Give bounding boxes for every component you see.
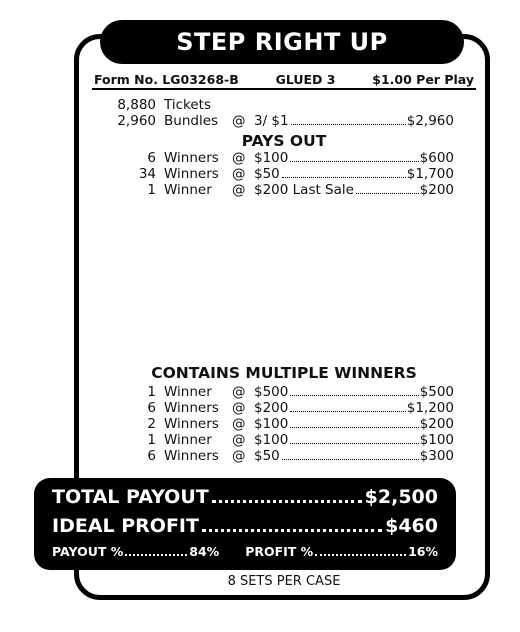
prize-count: 6 [147, 448, 156, 464]
prize-value: $200 Last Sale [254, 182, 354, 198]
prize-row [100, 183, 456, 198]
bundles-price: 3/ $1 [254, 113, 289, 129]
leader-dots [202, 529, 382, 532]
prize-count: 6 [147, 150, 156, 166]
multi-prize-row [100, 433, 456, 448]
prize-count: 1 [147, 182, 156, 198]
at-sign: @ [232, 113, 246, 129]
prize-amount: $600 [419, 150, 454, 166]
multi-prize-row [100, 449, 456, 464]
prize-amount: $200 [419, 182, 454, 198]
leader-dots [125, 554, 187, 556]
bundles-row [100, 114, 456, 129]
at-sign: @ [232, 150, 246, 166]
at-sign: @ [232, 416, 246, 432]
at-sign: @ [232, 448, 246, 464]
glued-count: GLUED 3 [275, 71, 336, 87]
bundles-label: Bundles [164, 113, 219, 129]
payout-pct-value: 84% [189, 544, 220, 559]
leader-dots [290, 426, 418, 428]
bundles-count: 2,960 [117, 113, 156, 129]
prize-label: Winner [164, 384, 212, 400]
ideal-profit-label: IDEAL PROFIT [52, 515, 199, 537]
prize-label: Winners [164, 150, 219, 166]
percent-line [52, 544, 438, 559]
prize-row [100, 151, 456, 166]
leader-dots [290, 160, 418, 162]
leader-dots [290, 394, 418, 396]
prize-desc [254, 433, 454, 448]
tickets-count: 8,880 [117, 97, 156, 113]
prize-label: Winners [164, 166, 219, 182]
prize-label: Winner [164, 182, 212, 198]
at-sign: @ [232, 432, 246, 448]
leader-dots [356, 192, 419, 194]
leader-dots [282, 176, 406, 178]
prize-value: $200 [254, 400, 289, 416]
pays-out-heading: PAYS OUT [241, 132, 327, 150]
title-banner [100, 20, 464, 64]
prize-desc [254, 449, 454, 464]
prize-desc [254, 151, 454, 166]
leader-dots [315, 554, 406, 556]
tickets-row [100, 98, 456, 113]
prize-amount: $1,200 [406, 400, 454, 416]
page-title: STEP RIGHT UP [176, 28, 388, 56]
at-sign: @ [232, 384, 246, 400]
prize-label: Winners [164, 400, 219, 416]
multi-prize-row [100, 385, 456, 400]
prize-label: Winner [164, 432, 212, 448]
prize-count: 1 [147, 384, 156, 400]
at-sign: @ [232, 166, 246, 182]
prize-desc [254, 385, 454, 400]
tickets-label: Tickets [164, 97, 211, 113]
prize-value: $100 [254, 432, 289, 448]
multi-prize-row [100, 401, 456, 416]
prize-amount: $300 [419, 448, 454, 464]
total-payout-label: TOTAL PAYOUT [52, 486, 209, 508]
price-per-play: $1.00 Per Play [372, 71, 474, 87]
bundles-amount: $2,960 [406, 113, 454, 129]
multiple-winners-heading: CONTAINS MULTIPLE WINNERS [151, 364, 417, 382]
prize-amount: $100 [419, 432, 454, 448]
form-info-line [92, 70, 476, 90]
sets-per-case: 8 SETS PER CASE [227, 574, 341, 589]
prize-amount: $200 [419, 416, 454, 432]
at-sign: @ [232, 182, 246, 198]
form-number: Form No. LG03268-B [94, 71, 239, 87]
summary-box [34, 478, 456, 570]
leader-dots [282, 458, 419, 460]
prize-value: $500 [254, 384, 289, 400]
prize-value: $100 [254, 416, 289, 432]
at-sign: @ [232, 400, 246, 416]
multi-prize-row [100, 417, 456, 432]
prize-label: Winners [164, 416, 219, 432]
prize-row [100, 167, 456, 182]
ideal-profit-line [52, 515, 438, 537]
prize-value: $100 [254, 150, 289, 166]
prize-desc [254, 167, 454, 182]
profit-pct-value: 16% [408, 544, 438, 559]
ideal-profit-value: $460 [385, 515, 438, 537]
prize-desc [254, 183, 454, 198]
prize-count: 1 [147, 432, 156, 448]
prize-value: $50 [254, 448, 280, 464]
prize-amount: $500 [419, 384, 454, 400]
prize-count: 6 [147, 400, 156, 416]
prize-desc [254, 401, 454, 416]
leader-dots [212, 500, 362, 503]
payout-pct-label: PAYOUT % [52, 544, 124, 559]
prize-amount: $1,700 [406, 166, 454, 182]
leader-dots [290, 410, 405, 412]
profit-pct-label: PROFIT % [245, 544, 314, 559]
prize-label: Winners [164, 448, 219, 464]
prize-count: 34 [138, 166, 156, 182]
total-payout-line [52, 486, 438, 508]
prize-desc [254, 417, 454, 432]
total-payout-value: $2,500 [364, 486, 438, 508]
prize-value: $50 [254, 166, 280, 182]
leader-dots [290, 442, 418, 444]
prize-count: 2 [147, 416, 156, 432]
leader-dots [291, 123, 406, 125]
bundles-desc [254, 114, 454, 129]
